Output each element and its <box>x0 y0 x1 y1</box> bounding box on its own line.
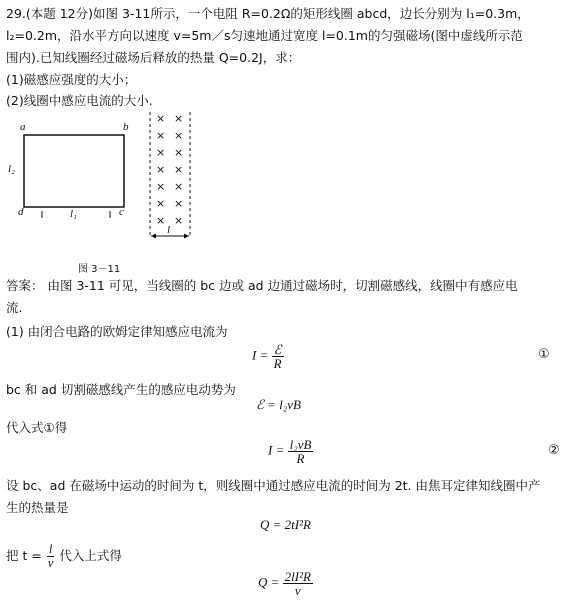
field-cross: × <box>156 163 166 176</box>
side-label-l2: l₂ <box>8 163 15 175</box>
figure-caption: 图 3－11 <box>78 264 121 275</box>
field-cross: × <box>156 146 166 159</box>
equation-2: ℰ = l₂vB <box>256 397 301 412</box>
step5-numerator: l <box>48 542 53 556</box>
eq1-fraction <box>272 343 284 370</box>
field-cross: × <box>174 112 184 125</box>
field-cross: × <box>156 214 166 227</box>
problem-line-3: 围内).已知线圈经过磁场后释放的热量 Q=0.2J，求： <box>6 50 301 65</box>
answer-step-3: 代入式①得 <box>6 420 68 435</box>
equation-5 <box>258 570 313 597</box>
equation-4: Q = 2tI²R <box>260 517 311 532</box>
corner-label-d: d <box>18 206 24 218</box>
side-label-l1: l₁ <box>70 208 77 220</box>
width-label-l: l <box>167 224 171 236</box>
eq5-lhs: Q = <box>258 574 280 590</box>
figure-3-11 <box>0 108 210 278</box>
answer-step-2: bc 和 ad 切割磁感线产生的感应电动势为 <box>6 382 236 397</box>
question-1: (1)磁感应强度的大小； <box>6 72 137 87</box>
width-arrow-left-head <box>151 234 156 239</box>
rectangular-coil <box>24 135 124 207</box>
answer-intro-1: 答案： 由图 3-11 可见，当线圈的 bc 边或 ad 边通过磁场时，切割磁感线，线圈中有感应电 <box>6 278 518 293</box>
corner-label-b: b <box>123 121 129 133</box>
answer-step-5 <box>6 543 122 570</box>
equation-1 <box>252 343 284 370</box>
field-cross: × <box>174 146 184 159</box>
eq1-numerator: ℰ <box>273 342 282 357</box>
eq3-denominator: R <box>296 451 305 466</box>
field-cross: × <box>174 197 184 210</box>
eq5-numerator: 2lI²R <box>284 569 311 584</box>
field-cross: × <box>156 180 166 193</box>
eq5-denominator: v <box>294 583 301 598</box>
problem-line-1: 29.(本题 12分)如图 3-11所示，一个电阻 R=0.2Ω的矩形线圈 abcd，边长分别为 l₁=0.3m， <box>6 6 530 21</box>
eq3-fraction <box>288 438 314 465</box>
equation-3 <box>268 438 313 465</box>
eq5-fraction <box>283 570 313 597</box>
problem-line-2: l₂=0.2m，沿水平方向以速度 v=5m／s匀速地通过宽度 l=0.1m的匀强磁场(图中虚线所示范 <box>6 28 523 43</box>
answer-step-4b: 生的热量是 <box>6 500 69 515</box>
field-cross: × <box>156 197 166 210</box>
equation-3-tag: ② <box>548 443 560 458</box>
answer-step-1: (1) 由闭合电路的欧姆定律知感应电流为 <box>6 324 228 339</box>
corner-label-a: a <box>20 121 26 133</box>
corner-label-c: c <box>119 206 124 218</box>
eq1-lhs: I = <box>252 347 269 363</box>
eq3-numerator: l₂vB <box>289 437 312 452</box>
field-cross: × <box>174 129 184 142</box>
width-arrow-right-head <box>184 234 189 239</box>
step5-prefix: 把 t = <box>6 548 42 563</box>
question-2: (2)线圈中感应电流的大小. <box>6 93 153 108</box>
equation-1-tag: ① <box>538 347 550 362</box>
step5-denominator: v <box>47 556 54 570</box>
field-cross: × <box>156 112 166 125</box>
eq1-denominator: R <box>273 356 282 371</box>
field-cross: × <box>174 214 184 227</box>
field-cross: × <box>174 163 184 176</box>
answer-intro-2: 流. <box>6 300 23 315</box>
answer-step-4a: 设 bc、ad 在磁场中运动的时间为 t，则线圈中通过感应电流的时间为 2t. 由焦耳定律知线圈中产 <box>6 478 541 493</box>
step5-suffix: 代入上式得 <box>59 548 122 563</box>
step5-fraction <box>46 543 56 570</box>
eq3-lhs: I = <box>268 442 285 458</box>
field-cross: × <box>174 180 184 193</box>
field-cross: × <box>156 129 166 142</box>
